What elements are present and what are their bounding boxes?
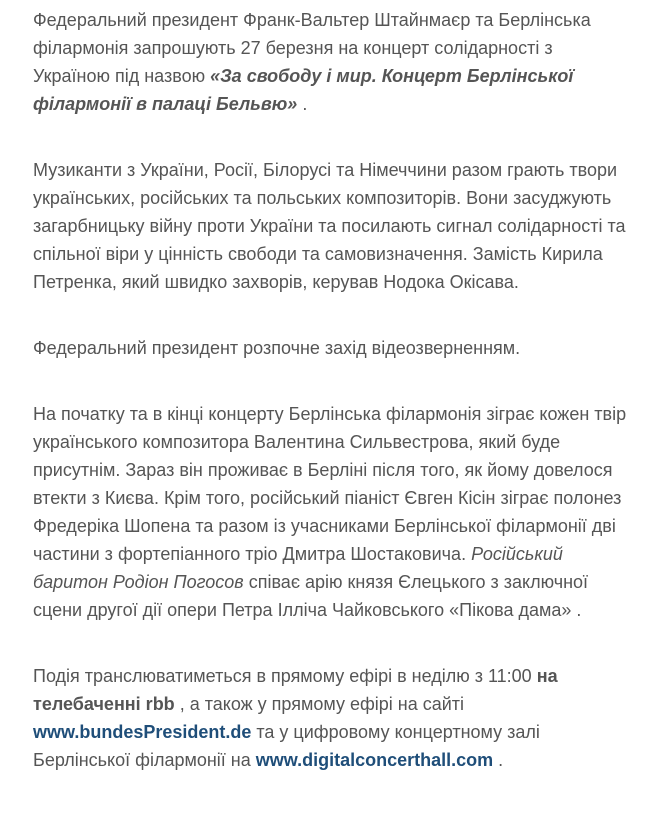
paragraph-program (33, 400, 633, 624)
program-text-end: співає арію князя Єлецького з заключної сцени другої дії опери Петра Ілліча Чайковського «Пікова дама» . (33, 572, 589, 620)
article-body (33, 6, 633, 812)
rbb-tv-text: на телебаченні rbb (33, 666, 558, 714)
paragraph-president: Федеральний президент розпочне захід відеозверненням. (33, 338, 521, 358)
digitalconcerthall-link[interactable]: www.digitalconcerthall.com (255, 750, 494, 770)
baritone-name: Російський баритон Родіон Погосов (33, 544, 563, 592)
program-text: На початку та в кінці концерту Берлінська філармонія зіграє кожен твір українського композитора Валентина Сильвестрова, який буде присутнім. Зараз він проживає в Берліні після того, як йому довелося втекти з Києва. Крім того, російський піаніст Євген Кісін зіграє полонез Фредеріка Шопена та разом із учасниками Берлінської філармонії дві частини з фортепіанного тріо Дмитра Шостаковича. (33, 404, 627, 564)
invitation-text: Федеральний президент Франк-Вальтер Штайнмаєр та Берлінська філармонія запрошують 27 березня на концерт солідарності з Україною під назвою (33, 10, 591, 86)
invitation-text-end: . (297, 94, 308, 114)
paragraph-broadcast (33, 662, 633, 774)
concert-title: «За свободу і мир. Концерт Берлінської філармонії в палаці Бельвю» (33, 66, 574, 114)
bundespresident-link[interactable]: www.bundesPresident.de (33, 722, 252, 742)
paragraph-invitation (33, 6, 633, 118)
broadcast-text-2: , а також у прямому ефірі на сайті (174, 694, 465, 714)
broadcast-text: Подія транслюватиметься в прямому ефірі в неділю з 11:00 (33, 666, 537, 686)
broadcast-text-end: . (493, 750, 504, 770)
paragraph-musicians: Музиканти з України, Росії, Білорусі та Німеччини разом грають твори українських, російських та польських композиторів. Вони засуджують загарбницьку війну проти України та посилають сигнал солідарності та спільної віри у цінність свободи та самовизначення. Замість Кирила Петренка, який швидко захворів, керував Нодока Окісава. (33, 160, 626, 292)
broadcast-text-3: та у цифровому концертному залі Берлінської філармонії на (33, 722, 540, 770)
